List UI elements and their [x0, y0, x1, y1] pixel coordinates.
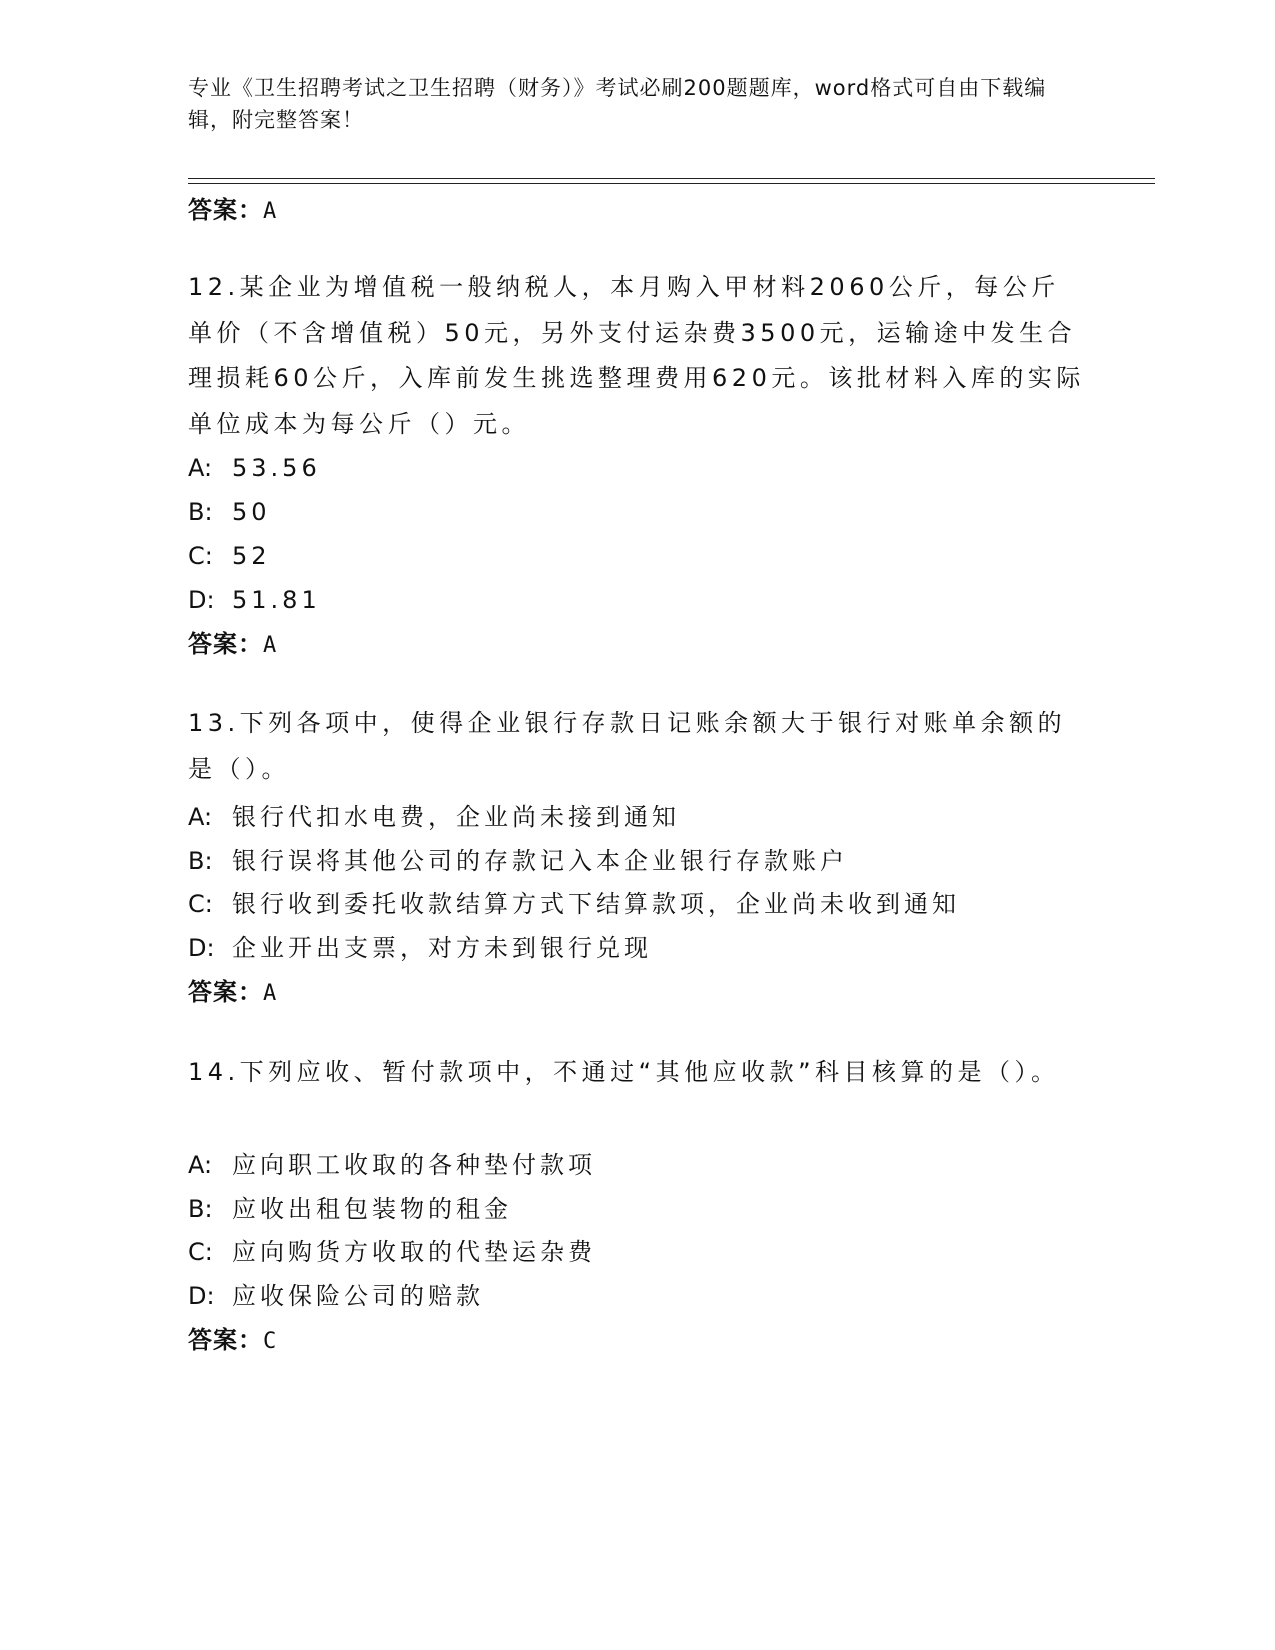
option-letter: D: — [188, 586, 215, 614]
option-text: 应向职工收取的各种垫付款项 — [232, 1151, 596, 1179]
question-13-option-b — [188, 844, 848, 878]
answer-label: 答案： — [188, 1326, 263, 1354]
option-letter: C: — [188, 542, 213, 570]
header-rule-top — [188, 178, 1155, 179]
option-letter: D: — [188, 1282, 215, 1310]
option-letter: C: — [188, 1238, 213, 1266]
question-13-option-a — [188, 800, 680, 834]
question-14-option-d — [188, 1279, 484, 1313]
question-12-option-c — [188, 539, 271, 573]
option-letter: A: — [188, 803, 213, 831]
question-14-text: 14.下列应收、暂付款项中，不通过“其他应收款”科目核算的是（）。 — [188, 1058, 1060, 1086]
option-letter: C: — [188, 890, 213, 918]
question-12-answer — [188, 627, 277, 663]
option-letter: B: — [188, 1195, 213, 1223]
option-letter: A: — [188, 1151, 213, 1179]
option-text: 企业开出支票，对方未到银行兑现 — [232, 934, 652, 962]
header-rule-bottom — [188, 183, 1155, 184]
question-13-answer — [188, 975, 277, 1011]
answer-value: A — [263, 199, 278, 224]
question-12-option-b — [188, 495, 271, 529]
answer-value: A — [263, 981, 278, 1006]
question-14-option-b — [188, 1192, 512, 1226]
question-12-option-d — [188, 583, 321, 617]
previous-answer — [188, 193, 277, 229]
option-text: 银行误将其他公司的存款记入本企业银行存款账户 — [232, 847, 848, 875]
option-text: 52 — [232, 542, 271, 570]
answer-value: C — [263, 1329, 278, 1354]
answer-value: A — [263, 633, 278, 658]
option-letter: B: — [188, 498, 213, 526]
option-text: 50 — [232, 498, 271, 526]
option-text: 51.81 — [232, 586, 321, 614]
option-text: 应向购货方收取的代垫运杂费 — [232, 1238, 596, 1266]
question-14-answer — [188, 1323, 277, 1359]
option-letter: B: — [188, 847, 213, 875]
question-14-option-a — [188, 1148, 596, 1182]
option-text: 53.56 — [232, 454, 321, 482]
question-14-option-c — [188, 1235, 596, 1269]
document-header: 专业《卫生招聘考试之卫生招聘（财务）》考试必刷200题题库，word格式可自由下载编辑，附完整答案！ — [188, 76, 1047, 132]
answer-label: 答案： — [188, 196, 263, 224]
option-text: 银行代扣水电费，企业尚未接到通知 — [232, 803, 680, 831]
option-text: 应收出租包装物的租金 — [232, 1195, 512, 1223]
question-13-option-d — [188, 931, 652, 965]
answer-label: 答案： — [188, 630, 263, 658]
option-letter: A: — [188, 454, 213, 482]
question-12-option-a — [188, 451, 321, 485]
option-text: 应收保险公司的赔款 — [232, 1282, 484, 1310]
question-12-text: 12.某企业为增值税一般纳税人，本月购入甲材料2060公斤，每公斤单价（不含增值税）50元，另外支付运杂费3500元，运输途中发生合理损耗60公斤，入库前发生挑选整理费用620元。该批材料入库的实际单位成本为每公斤（）元。 — [188, 273, 1085, 438]
question-13-option-c — [188, 887, 960, 921]
option-letter: D: — [188, 934, 215, 962]
answer-label: 答案： — [188, 978, 263, 1006]
question-13-text: 13.下列各项中，使得企业银行存款日记账余额大于银行对账单余额的是（）。 — [188, 709, 1067, 783]
option-text: 银行收到委托收款结算方式下结算款项，企业尚未收到通知 — [232, 890, 960, 918]
